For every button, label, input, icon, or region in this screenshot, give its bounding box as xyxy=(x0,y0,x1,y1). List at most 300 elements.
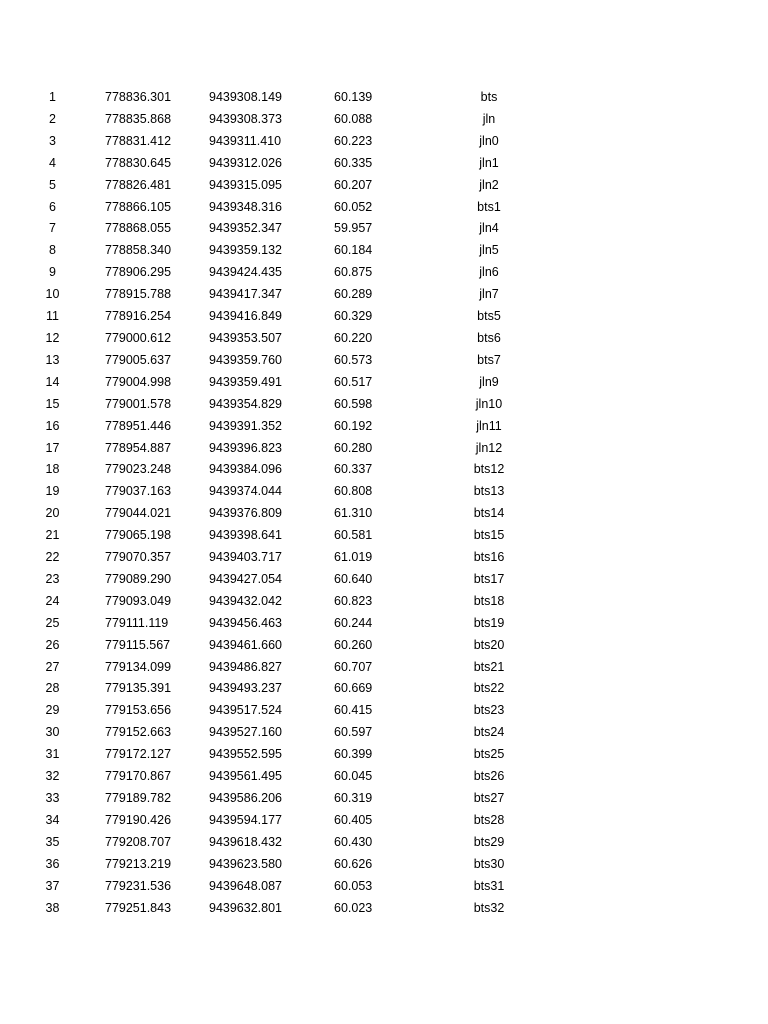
elevation: 60.573 xyxy=(334,352,373,367)
column-spacer xyxy=(196,810,209,832)
point-number: 12 xyxy=(45,330,60,345)
point-number-cell xyxy=(0,569,105,591)
easting: 779134.099 xyxy=(105,659,172,674)
page-margin-cell xyxy=(544,591,768,613)
point-number-cell xyxy=(0,87,105,109)
column-spacer xyxy=(196,635,209,657)
northing: 9439398.641 xyxy=(209,528,282,543)
column-spacer xyxy=(196,459,209,481)
northing: 9439374.044 xyxy=(209,484,282,499)
table-row xyxy=(0,306,768,328)
column-spacer xyxy=(196,547,209,569)
point-number: 10 xyxy=(45,287,60,302)
northing: 9439432.042 xyxy=(209,593,282,608)
point-code: bts29 xyxy=(473,834,505,849)
elevation: 60.808 xyxy=(334,484,373,499)
northing: 9439417.347 xyxy=(209,287,282,302)
point-number: 17 xyxy=(45,440,60,455)
point-number: 30 xyxy=(45,725,60,740)
point-number: 4 xyxy=(49,155,56,170)
easting: 778835.868 xyxy=(105,111,172,126)
point-number: 15 xyxy=(45,396,60,411)
easting: 779251.843 xyxy=(105,900,172,915)
point-code: bts20 xyxy=(473,637,505,652)
elevation: 60.597 xyxy=(334,725,373,740)
point-code: bts xyxy=(480,90,498,104)
table-row xyxy=(0,635,768,657)
northing: 9439359.760 xyxy=(209,352,282,367)
easting: 779005.637 xyxy=(105,352,172,367)
table-row xyxy=(0,197,768,219)
column-spacer xyxy=(196,788,209,810)
easting: 779231.536 xyxy=(105,878,172,893)
table-row xyxy=(0,262,768,284)
point-number-cell xyxy=(0,372,105,394)
elevation: 60.052 xyxy=(334,199,373,214)
easting: 778954.887 xyxy=(105,440,172,455)
easting: 779152.663 xyxy=(105,725,172,740)
column-spacer xyxy=(196,394,209,416)
northing: 9439312.026 xyxy=(209,155,282,170)
elevation: 60.823 xyxy=(334,593,373,608)
easting: 779037.163 xyxy=(105,484,172,499)
point-code: bts26 xyxy=(473,769,505,784)
point-code: bts28 xyxy=(473,812,505,827)
easting: 779189.782 xyxy=(105,791,172,805)
column-spacer xyxy=(196,284,209,306)
point-number: 13 xyxy=(45,352,60,367)
point-code: bts13 xyxy=(473,484,505,499)
northing: 9439348.316 xyxy=(209,199,282,214)
page-margin-cell xyxy=(544,218,768,240)
table-row xyxy=(0,547,768,569)
elevation: 60.626 xyxy=(334,856,373,871)
column-spacer xyxy=(196,131,209,153)
point-number: 2 xyxy=(49,111,56,126)
point-number: 7 xyxy=(49,221,56,236)
point-number-cell xyxy=(0,657,105,679)
point-number-cell xyxy=(0,481,105,503)
northing: 9439552.595 xyxy=(209,747,282,762)
point-number-cell xyxy=(0,898,105,920)
table-row xyxy=(0,898,768,920)
point-number: 37 xyxy=(45,878,60,893)
column-spacer xyxy=(196,503,209,525)
table-row xyxy=(0,175,768,197)
elevation: 60.399 xyxy=(334,747,373,762)
easting: 778836.301 xyxy=(105,90,172,104)
northing: 9439353.507 xyxy=(209,330,282,345)
northing: 9439594.177 xyxy=(209,812,282,827)
northing: 9439632.801 xyxy=(209,900,282,915)
elevation: 60.430 xyxy=(334,834,373,849)
easting: 779089.290 xyxy=(105,571,172,586)
column-spacer xyxy=(196,854,209,876)
table-row xyxy=(0,153,768,175)
page-margin-cell xyxy=(544,328,768,350)
easting: 778916.254 xyxy=(105,309,172,324)
point-number: 18 xyxy=(45,462,60,477)
elevation: 60.335 xyxy=(334,155,373,170)
northing: 9439308.149 xyxy=(209,90,282,104)
page-margin-cell xyxy=(544,481,768,503)
point-code: jln7 xyxy=(479,287,499,302)
page-margin-cell xyxy=(544,438,768,460)
table-row xyxy=(0,569,768,591)
column-spacer xyxy=(196,328,209,350)
table-row xyxy=(0,131,768,153)
easting: 779044.021 xyxy=(105,506,172,521)
page-margin-cell xyxy=(544,109,768,131)
point-number: 1 xyxy=(49,90,56,104)
elevation: 60.337 xyxy=(334,462,373,477)
point-code: bts31 xyxy=(473,878,505,893)
point-number-cell xyxy=(0,832,105,854)
point-code: bts16 xyxy=(473,550,505,565)
column-spacer xyxy=(196,416,209,438)
point-code: bts6 xyxy=(477,330,501,345)
column-spacer xyxy=(196,722,209,744)
page-margin-cell xyxy=(544,722,768,744)
point-code: jln6 xyxy=(479,265,499,280)
table-row xyxy=(0,416,768,438)
point-number: 35 xyxy=(45,834,60,849)
page-margin-cell xyxy=(544,657,768,679)
elevation: 60.405 xyxy=(334,812,373,827)
page-margin-cell xyxy=(544,547,768,569)
point-number: 34 xyxy=(45,812,60,827)
point-number: 19 xyxy=(45,484,60,499)
elevation: 60.244 xyxy=(334,615,373,630)
point-code: jln12 xyxy=(475,440,503,455)
table-row xyxy=(0,328,768,350)
point-number: 16 xyxy=(45,418,60,433)
point-number-cell xyxy=(0,394,105,416)
easting: 779070.357 xyxy=(105,550,172,565)
point-number-cell xyxy=(0,700,105,722)
point-number-cell xyxy=(0,416,105,438)
page-margin-cell xyxy=(544,503,768,525)
point-number-cell xyxy=(0,197,105,219)
page-margin-cell xyxy=(544,613,768,635)
column-spacer xyxy=(196,350,209,372)
northing: 9439311.410 xyxy=(209,133,282,148)
northing: 9439493.237 xyxy=(209,681,282,696)
elevation: 60.260 xyxy=(334,637,373,652)
northing: 9439359.491 xyxy=(209,374,282,389)
page-margin-cell xyxy=(544,744,768,766)
elevation: 61.019 xyxy=(334,550,373,565)
page-margin-cell xyxy=(544,678,768,700)
page-margin-cell xyxy=(544,284,768,306)
point-number: 23 xyxy=(45,571,60,586)
northing: 9439427.054 xyxy=(209,571,282,586)
table-row xyxy=(0,766,768,788)
easting: 779023.248 xyxy=(105,462,172,477)
elevation: 60.280 xyxy=(334,440,373,455)
column-spacer xyxy=(196,218,209,240)
point-code: bts25 xyxy=(473,747,505,762)
point-number: 31 xyxy=(45,747,60,762)
point-number-cell xyxy=(0,438,105,460)
point-number: 25 xyxy=(45,615,60,630)
elevation: 60.415 xyxy=(334,703,373,718)
table-row xyxy=(0,438,768,460)
point-code: bts5 xyxy=(477,309,501,324)
point-number-cell xyxy=(0,153,105,175)
northing: 9439527.160 xyxy=(209,725,282,740)
column-spacer xyxy=(196,525,209,547)
column-spacer xyxy=(196,876,209,898)
table-row xyxy=(0,788,768,810)
page-margin-cell xyxy=(544,700,768,722)
northing: 9439396.823 xyxy=(209,440,282,455)
point-code: bts32 xyxy=(473,900,505,915)
column-spacer xyxy=(196,744,209,766)
page-margin-cell xyxy=(544,131,768,153)
survey-points-table xyxy=(0,87,768,919)
elevation: 60.581 xyxy=(334,528,373,543)
point-number: 33 xyxy=(45,791,60,805)
elevation: 60.319 xyxy=(334,791,373,805)
northing: 9439623.580 xyxy=(209,856,282,871)
point-code: bts30 xyxy=(473,856,505,871)
easting: 778830.645 xyxy=(105,155,172,170)
point-number: 6 xyxy=(49,199,56,214)
point-code: bts17 xyxy=(473,571,505,586)
column-spacer xyxy=(196,898,209,920)
table-row xyxy=(0,350,768,372)
easting: 779004.998 xyxy=(105,374,172,389)
easting: 779135.391 xyxy=(105,681,172,696)
northing: 9439308.373 xyxy=(209,111,282,126)
elevation: 60.669 xyxy=(334,681,373,696)
column-spacer xyxy=(196,306,209,328)
point-number: 29 xyxy=(45,703,60,718)
northing: 9439456.463 xyxy=(209,615,282,630)
point-number-cell xyxy=(0,109,105,131)
point-code: bts7 xyxy=(477,352,501,367)
northing: 9439517.524 xyxy=(209,703,282,718)
table-body xyxy=(0,87,768,919)
point-number: 9 xyxy=(49,265,56,280)
elevation: 60.220 xyxy=(334,330,373,345)
point-number: 3 xyxy=(49,133,56,148)
northing: 9439403.717 xyxy=(209,550,282,565)
table-row xyxy=(0,810,768,832)
point-number-cell xyxy=(0,854,105,876)
point-code: jln9 xyxy=(479,374,499,389)
elevation: 60.640 xyxy=(334,571,373,586)
column-spacer xyxy=(196,700,209,722)
easting: 779208.707 xyxy=(105,834,172,849)
point-code: jln5 xyxy=(479,243,499,258)
table-row xyxy=(0,876,768,898)
point-number: 21 xyxy=(45,528,60,543)
point-code: bts23 xyxy=(473,703,505,718)
table-row xyxy=(0,394,768,416)
table-row xyxy=(0,744,768,766)
easting: 779001.578 xyxy=(105,396,172,411)
page-margin-cell xyxy=(544,635,768,657)
point-number-cell xyxy=(0,876,105,898)
table-row xyxy=(0,722,768,744)
page-margin-cell xyxy=(544,459,768,481)
easting: 779213.219 xyxy=(105,856,172,871)
page-margin-cell xyxy=(544,240,768,262)
elevation: 60.045 xyxy=(334,769,373,784)
elevation: 60.088 xyxy=(334,111,373,126)
point-number: 14 xyxy=(45,374,60,389)
elevation: 60.517 xyxy=(334,374,373,389)
point-number-cell xyxy=(0,591,105,613)
point-code: jln2 xyxy=(479,177,499,192)
easting: 778868.055 xyxy=(105,221,172,236)
elevation: 60.207 xyxy=(334,177,373,192)
point-code: bts15 xyxy=(473,528,505,543)
elevation: 60.139 xyxy=(334,90,373,104)
elevation: 60.329 xyxy=(334,309,373,324)
page-margin-cell xyxy=(544,766,768,788)
point-code: jln11 xyxy=(476,418,502,433)
easting: 779190.426 xyxy=(105,812,172,827)
table-row xyxy=(0,481,768,503)
point-number-cell xyxy=(0,175,105,197)
easting: 778831.412 xyxy=(105,133,172,148)
point-number-cell xyxy=(0,766,105,788)
column-spacer xyxy=(196,569,209,591)
page-margin-cell xyxy=(544,175,768,197)
point-code: bts12 xyxy=(473,462,505,477)
easting: 779153.656 xyxy=(105,703,172,718)
column-spacer xyxy=(196,766,209,788)
easting: 779065.198 xyxy=(105,528,172,543)
northing: 9439416.849 xyxy=(209,309,282,324)
point-number-cell xyxy=(0,810,105,832)
point-code: jln4 xyxy=(479,221,499,236)
page-margin-cell xyxy=(544,87,768,109)
easting: 779172.127 xyxy=(105,747,172,762)
northing: 9439315.095 xyxy=(209,177,282,192)
elevation: 60.223 xyxy=(334,133,373,148)
point-number-cell xyxy=(0,503,105,525)
point-number: 5 xyxy=(49,177,56,192)
northing: 9439648.087 xyxy=(209,878,282,893)
elevation: 60.053 xyxy=(334,878,373,893)
point-number-cell xyxy=(0,613,105,635)
column-spacer xyxy=(196,832,209,854)
point-number: 8 xyxy=(49,243,56,258)
point-code: bts1 xyxy=(477,199,501,214)
point-number: 22 xyxy=(45,550,60,565)
point-number-cell xyxy=(0,678,105,700)
column-spacer xyxy=(196,175,209,197)
northing: 9439618.432 xyxy=(209,834,282,849)
point-code: bts14 xyxy=(473,506,505,521)
column-spacer xyxy=(196,678,209,700)
point-number-cell xyxy=(0,744,105,766)
point-number: 28 xyxy=(45,681,60,696)
northing: 9439384.096 xyxy=(209,462,282,477)
elevation: 60.289 xyxy=(334,287,373,302)
point-code: jln0 xyxy=(479,133,499,148)
point-number-cell xyxy=(0,722,105,744)
column-spacer xyxy=(196,657,209,679)
point-code: bts27 xyxy=(473,791,505,805)
table-row xyxy=(0,87,768,109)
easting: 778951.446 xyxy=(105,418,172,433)
easting: 778906.295 xyxy=(105,265,172,280)
elevation: 60.598 xyxy=(334,396,373,411)
table-row xyxy=(0,854,768,876)
point-code: jln1 xyxy=(479,155,499,170)
easting: 779111.119 xyxy=(105,615,169,630)
point-number: 27 xyxy=(45,659,60,674)
column-spacer xyxy=(196,109,209,131)
page-margin-cell xyxy=(544,854,768,876)
elevation: 60.192 xyxy=(334,418,373,433)
northing: 9439354.829 xyxy=(209,396,282,411)
point-code: jln10 xyxy=(475,396,503,411)
point-code: bts24 xyxy=(473,725,505,740)
point-code: bts18 xyxy=(473,593,505,608)
column-spacer xyxy=(196,262,209,284)
page-margin-cell xyxy=(544,832,768,854)
table-row xyxy=(0,591,768,613)
elevation: 59.957 xyxy=(334,221,373,236)
point-number-cell xyxy=(0,328,105,350)
easting: 778826.481 xyxy=(105,177,172,192)
column-spacer xyxy=(196,87,209,109)
column-spacer xyxy=(196,591,209,613)
point-code: jln xyxy=(482,111,496,126)
table-row xyxy=(0,218,768,240)
northing: 9439486.827 xyxy=(209,659,282,674)
northing: 9439359.132 xyxy=(209,243,282,258)
elevation: 60.875 xyxy=(334,265,373,280)
point-number-cell xyxy=(0,547,105,569)
point-code: bts21 xyxy=(473,659,505,674)
page-margin-cell xyxy=(544,197,768,219)
easting: 779170.867 xyxy=(105,769,172,784)
page-margin-cell xyxy=(544,416,768,438)
table-row xyxy=(0,503,768,525)
table-row xyxy=(0,459,768,481)
point-number-cell xyxy=(0,262,105,284)
point-code: bts22 xyxy=(473,681,505,696)
northing: 9439391.352 xyxy=(209,418,282,433)
point-code: bts19 xyxy=(473,615,505,630)
table-row xyxy=(0,240,768,262)
column-spacer xyxy=(196,613,209,635)
page-margin-cell xyxy=(544,525,768,547)
page-margin-cell xyxy=(544,569,768,591)
table-row xyxy=(0,372,768,394)
point-number-cell xyxy=(0,525,105,547)
point-number: 32 xyxy=(45,769,60,784)
page-margin-cell xyxy=(544,262,768,284)
page-margin-cell xyxy=(544,306,768,328)
elevation: 60.707 xyxy=(334,659,373,674)
point-number: 20 xyxy=(45,506,60,521)
easting: 778858.340 xyxy=(105,243,172,258)
point-number-cell xyxy=(0,240,105,262)
page-margin-cell xyxy=(544,898,768,920)
northing: 9439424.435 xyxy=(209,265,282,280)
page-margin-cell xyxy=(544,394,768,416)
table-row xyxy=(0,613,768,635)
column-spacer xyxy=(196,153,209,175)
